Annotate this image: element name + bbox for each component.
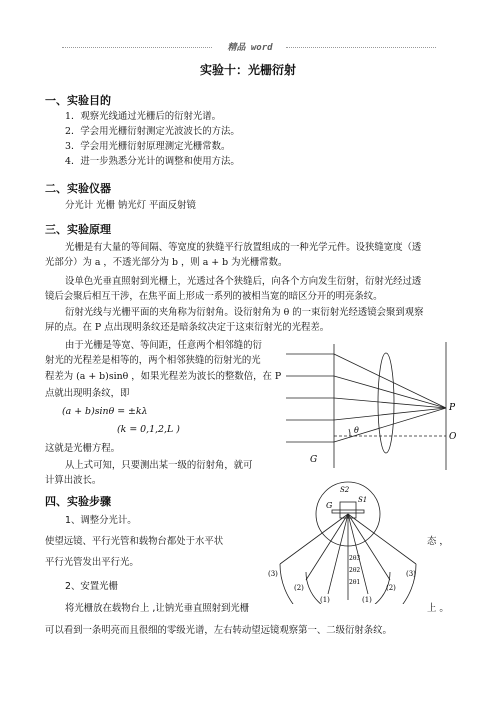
diagram2-label-S2: S2: [340, 486, 350, 494]
principle-text: 设单色光垂直照射到光栅上，光透过各个狭缝后，向各个方向发生衍射，衍射光经过透: [65, 276, 422, 287]
goal-item: 3．学会用光栅衍射原理测定光栅常数。: [65, 141, 231, 152]
principle-text: 光栅是有大量的等间隔、等宽度的狭缝平行放置组成的一种光学元件。设狭缝宽度（透: [65, 242, 422, 253]
grating-diffraction-diagram: [286, 340, 458, 478]
page-header: [62, 40, 436, 54]
diagram2-label-S1: S1: [358, 496, 368, 504]
diagram2-order-label: (2): [386, 584, 396, 592]
step-text: 平行光管发出平行光。: [45, 557, 139, 568]
principle-text: 屏的点。在 P 点出现明条纹还是暗条纹决定于这束衍射光的光程差。: [45, 322, 330, 333]
diagram1-label-theta: θ: [354, 426, 359, 435]
diagram2-angle-label: 2θ3: [349, 555, 361, 562]
step-text: 将光栅放在载物台上 ,让钠光垂直照射到光栅: [65, 603, 250, 614]
principle-text: 程差为 (a + b)sinθ ，如果光程差为波长的整数倍，在 P: [45, 371, 282, 382]
step-title: 2、安置光栅: [65, 581, 118, 592]
diagram2-label-G: G: [326, 501, 333, 510]
diagram2-order-label: (3): [406, 570, 416, 578]
header-divider-left: [62, 47, 212, 48]
step-text: 上 。: [427, 603, 449, 614]
diagram1-label-P: P: [449, 403, 456, 413]
step-text: 态 ，: [427, 536, 449, 547]
principle-text: 射光的光程差是相等的，两个相邻狭缝的衍射光的光: [45, 355, 261, 366]
spectrometer-orders-diagram: [266, 480, 426, 604]
step-text: 使望远镜、平行光管和载物台都处于水平状: [45, 536, 224, 547]
principle-text: 衍射光线与光栅平面的夹角称为衍射角。设衍射角为 θ 的一束衍射光经透镜会聚到观察: [65, 307, 424, 318]
goal-item: 2．学会用光栅衍射测定光波波长的方法。: [65, 126, 240, 137]
instrument-list: 分光计 光栅 钠光灯 平面反射镜: [65, 200, 196, 211]
diagram1-label-G: G: [310, 455, 318, 465]
header-divider-right: [286, 47, 436, 48]
goal-item: 4．进一步熟悉分光计的调整和使用方法。: [65, 156, 240, 167]
diagram1-label-O: O: [449, 432, 457, 442]
grating-equation: (a + b)sinθ = ±kλ: [62, 406, 148, 417]
header-tag: 精品 word: [227, 43, 273, 53]
diagram2-order-label: (2): [294, 584, 304, 592]
goal-item: 1．观察光线通过光栅后的衍射光谱。: [65, 111, 221, 122]
diagram2-angle-label: 2θ2: [349, 567, 361, 574]
principle-text: 计算出波长。: [45, 475, 102, 486]
principle-text: 点就出现明条纹，即: [45, 388, 130, 399]
diagram2-angle-label: 2θ1: [349, 579, 361, 586]
section-heading-goals: 一、实验目的: [45, 94, 111, 107]
grating-equation-condition: (k = 0,1,2,L ): [117, 424, 180, 435]
diagram2-order-label: (1): [362, 596, 372, 604]
principle-text: 镜后会聚后相互干涉，在焦平面上形成一系列的被相当宽的暗区分开的明亮条纹。: [45, 291, 383, 302]
diagram2-order-label: (3): [268, 570, 278, 578]
principle-text: 从上式可知，只要测出某一级的衍射角，就可: [65, 460, 253, 471]
diagram2-order-label: (1): [320, 596, 330, 604]
section-heading-principle: 三、实验原理: [45, 223, 111, 236]
principle-text: 由于光栅是等宽、等间距，任意两个相邻缝的衍: [65, 340, 262, 351]
page-title: 实验十：光栅衍射: [199, 63, 296, 77]
section-heading-steps: 四、实验步骤: [45, 495, 111, 508]
principle-text: 这就是光栅方程。: [45, 443, 121, 454]
principle-text: 光部分）为 a ，不透光部分为 b ，则 a + b 为光栅常数。: [45, 257, 288, 268]
section-heading-instruments: 二、实验仪器: [45, 182, 111, 195]
step-title: 1、调整分光计。: [65, 515, 137, 526]
step-text: 可以看到一条明亮而且很细的零级光谱，左右转动望远镜观察第一、二级衍射条纹。: [45, 625, 392, 636]
